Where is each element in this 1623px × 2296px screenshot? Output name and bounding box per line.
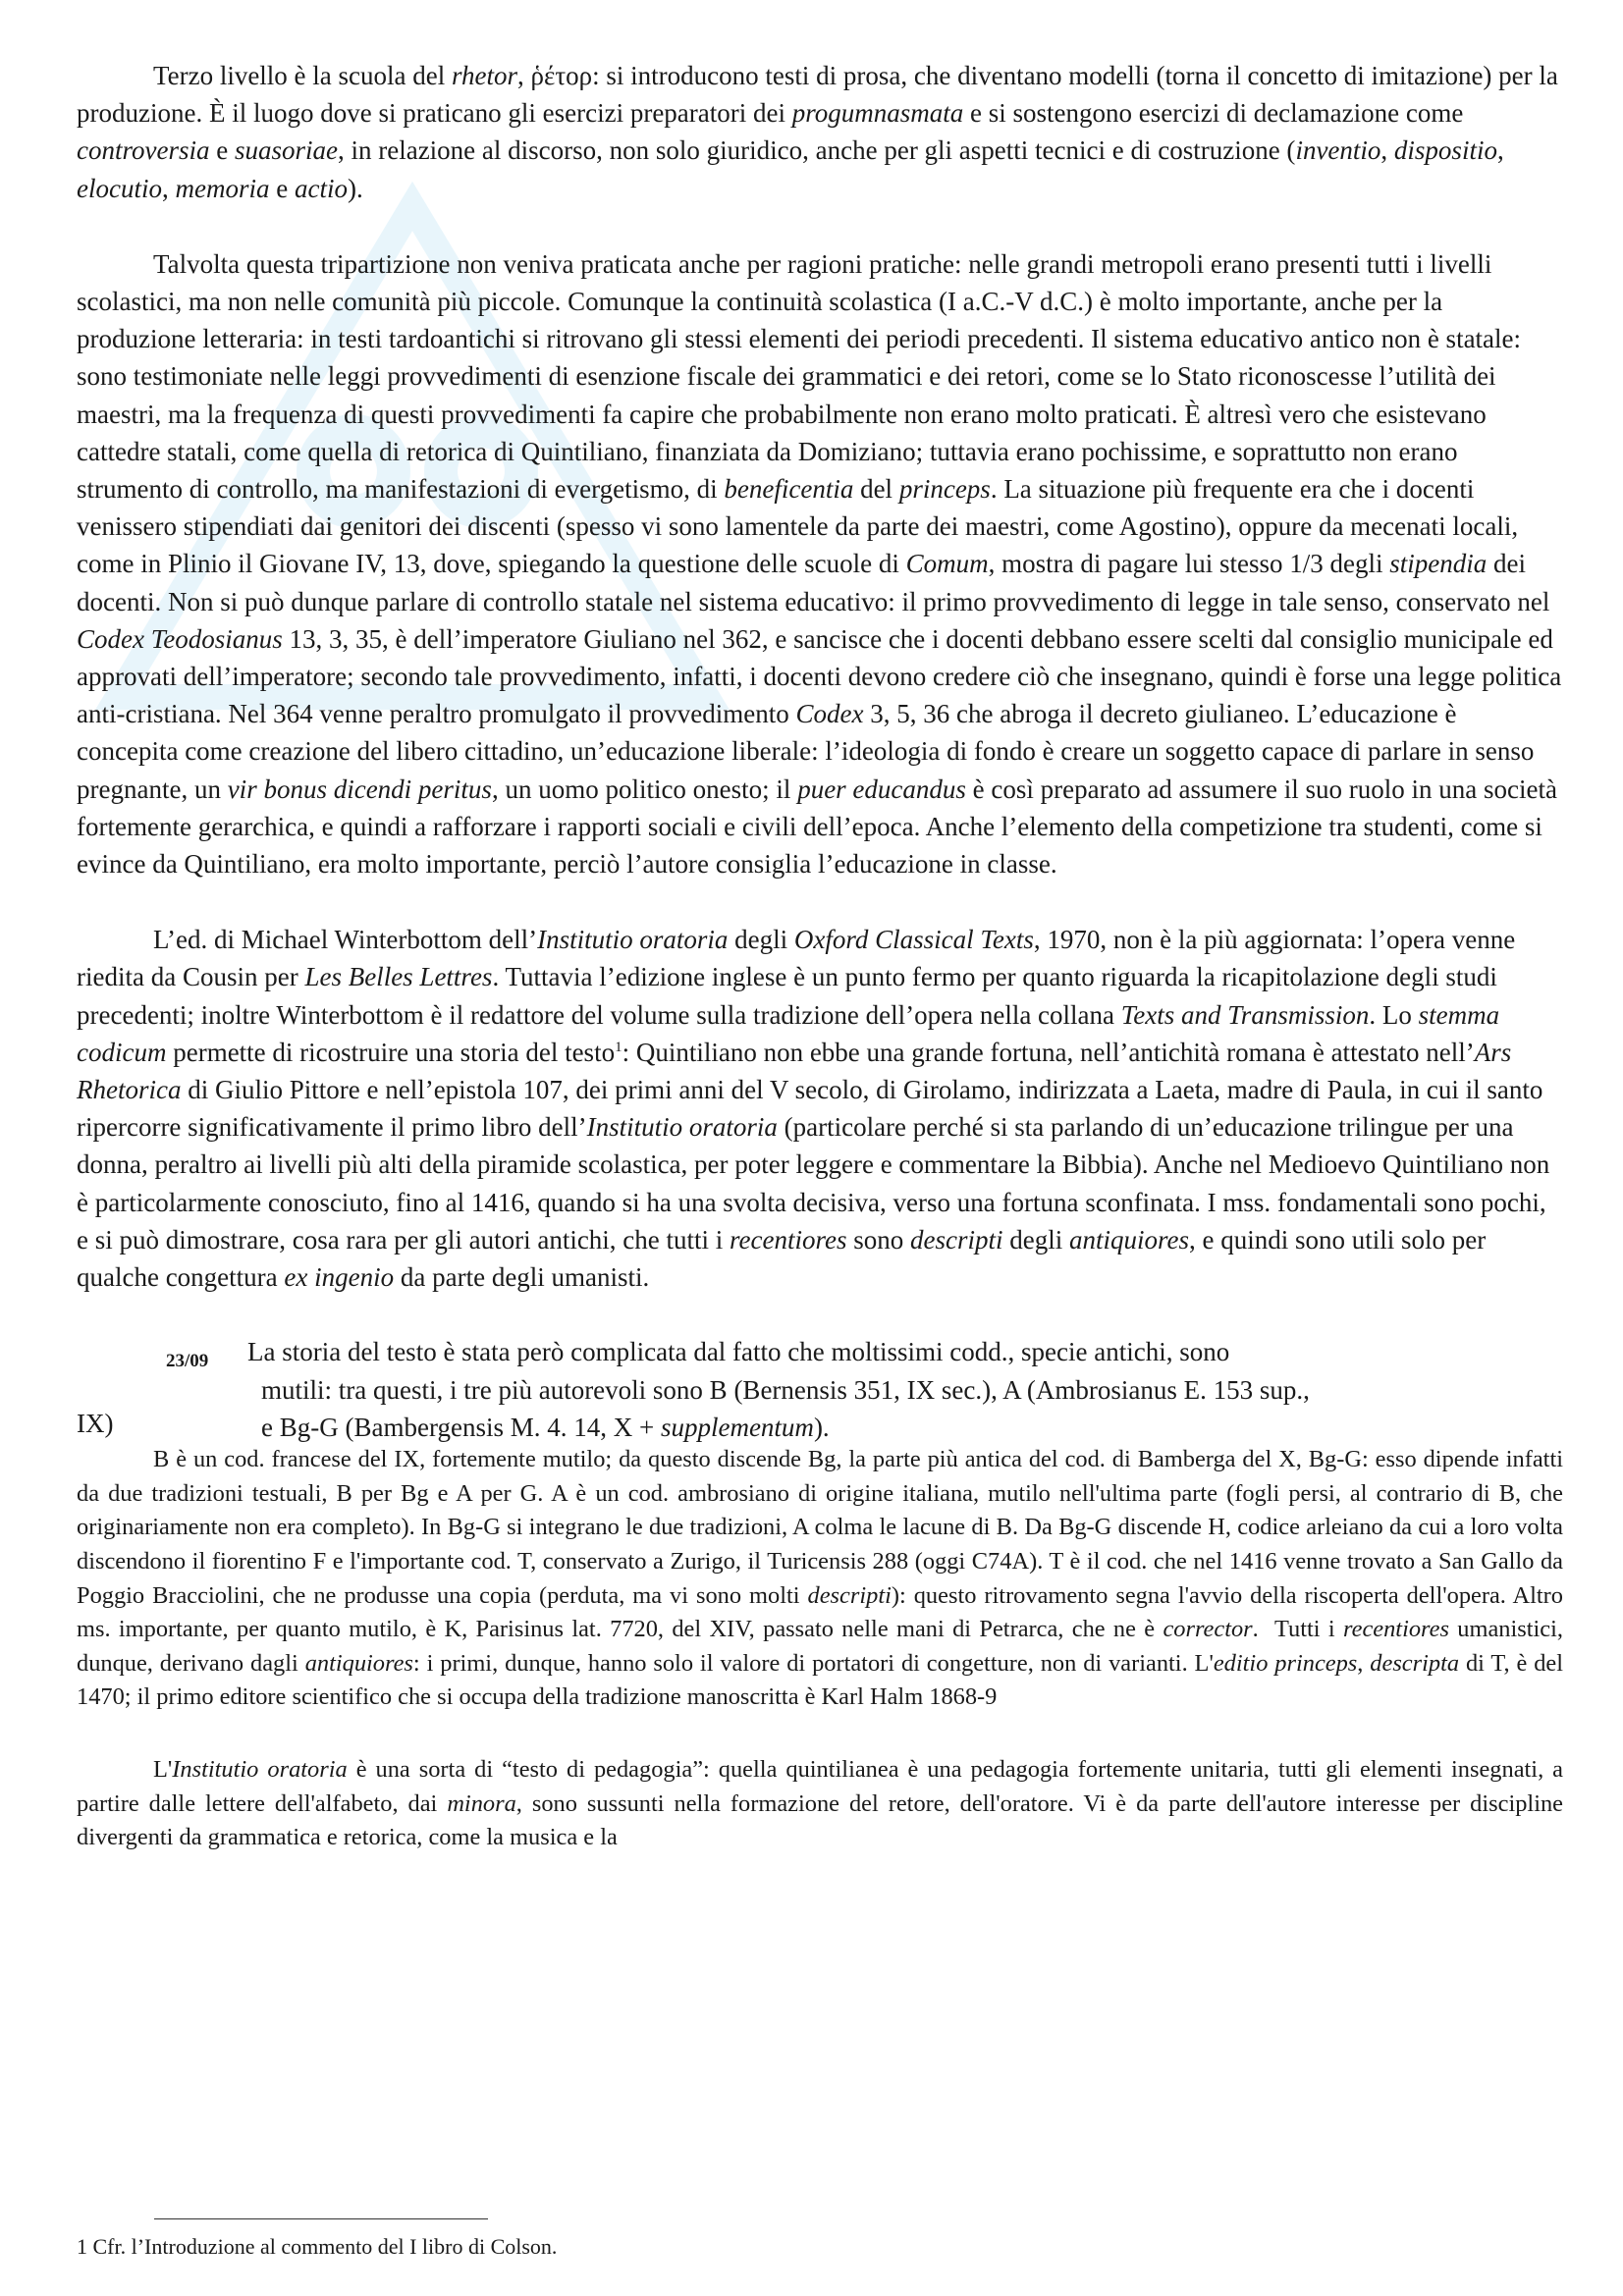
footnote-divider bbox=[154, 2218, 488, 2219]
manuscripts-line-3: e Bg-G (Bambergensis M. 4. 14, X + supplementum). bbox=[261, 1412, 830, 1442]
document-page bbox=[77, 57, 1563, 1855]
paragraph-rhetor-level: Terzo livello è la scuola del rhetor, ῥέτορ: si introducono testi di prosa, che diventano modelli (torna il concetto di imitazione) per la produzione. È il luogo dove si praticano gli esercizi preparatori dei progumnasmata e si sostengono esercizi di declamazione come controversia e suasoriae, in relazione al discorso, non solo giuridico, anche per gli aspetti tecnici e di costruzione (inventio, dispositio, elocutio, memoria e actio). bbox=[77, 61, 1558, 203]
paragraph-pedagogy: L'Institutio oratoria è una sorta di “testo di pedagogia”: quella quintilianea è una pedagogia fortemente unitaria, tutti gli elementi insegnati, a partire dalle lettere dell'alfabeto, dai minora, sono sussunti nella formazione del retore, dell'oratore. Vi è da parte dell'autore interesse per discipline divergenti da grammatica e retorica, come la musica e la bbox=[77, 1756, 1563, 1851]
footnote-text: 1 Cfr. l’Introduzione al commento del I libro di Colson. bbox=[77, 2234, 558, 2259]
margin-note-block bbox=[77, 1333, 1563, 1443]
paragraph-codices-history: B è un cod. francese del IX, fortemente mutilo; da questo discende Bg, la parte più antica del cod. di Bamberga del X, Bg-G: esso dipende infatti da due tradizioni testuali, B per Bg e A per G. A è un cod. ambrosiano di origine italiana, mutilo nell'ultima parte (fogli persi, al contrario di B, che originariamente non era completo). In Bg-G si integrano le due tradizioni, A colma le lacune di B. Da Bg-G discende H, codice arleiano da cui a loro volta discendono il fiorentino F e l'importante cod. T, conservato a Zurigo, il Turicensis 288 (oggi C74A). T è il cod. che nel 1416 venne trovato a San Gallo da Poggio Bracciolini, che ne produsse una copia (perduta, ma vi sono molti descripti): questo ritrovamento segna l'avvio della riscoperta dell'opera. Altro ms. importante, per quanto mutilo, è K, Parisinus lat. 7720, del XIV, passato nelle mani di Petrarca, che ne è corrector. Tutti i recentiores umanistici, dunque, derivano dagli antiquiores: i primi, dunque, hanno solo il valore di portatori di congetture, non di varianti. L'editio princeps, descripta di T, è del 1470; il primo editore scientifico che si occupa della tradizione manoscritta è Karl Halm 1868-9 bbox=[77, 1446, 1564, 1711]
manuscripts-line-2: mutili: tra questi, i tre più autorevoli sono B (Bernensis 351, IX sec.), A (Ambrosianus E. 153 sup., bbox=[261, 1374, 1310, 1405]
margin-ix-fragment: IX) bbox=[77, 1409, 114, 1439]
manuscripts-line-1: La storia del testo è stata però complicata dal fatto che moltissimi codd., specie antichi, sono bbox=[247, 1337, 1230, 1367]
paragraph-manuscripts-intro bbox=[247, 1333, 1563, 1446]
paragraph-educational-system: Talvolta questa tripartizione non veniva praticata anche per ragioni pratiche: nelle grandi metropoli erano presenti tutti i livelli scolastici, ma non nelle comunità più piccole. Comunque la continuità scolastica (I a.C.-V d.C.) è molto importante, anche per la produzione letteraria: in testi tardoantichi si ritrovano gli stessi elementi dei periodi precedenti. Il sistema educativo antico non è statale: sono testimoniate nelle leggi provvedimenti di esenzione fiscale dei grammatici e dei retori, come se lo Stato riconoscesse l’utilità dei maestri, ma la frequenza di questi provvedimenti fa capire che probabilmente non erano molto praticati. È altresì vero che esistevano cattedre statali, come quella di retorica di Quintiliano, finanziata da Domiziano; tuttavia erano pochissime, e soprattutto non erano strumento di controllo, ma manifestazioni di evergetismo, di beneficentia del princeps. La situazione più frequente era che i docenti venissero stipendiati dai genitori dei discenti (spesso vi sono lamentele da parte dei maestri, come Agostino), oppure da mecenati locali, come in Plinio il Giovane IV, 13, dove, spiegando la questione delle scuole di Comum, mostra di pagare lui stesso 1/3 degli stipendia dei docenti. Non si può dunque parlare di controllo statale nel sistema educativo: il primo provvedimento di legge in tale senso, conservato nel Codex Teodosianus 13, 3, 35, è dell’imperatore Giuliano nel 362, e sancisce che i docenti debbano essere scelti dal consiglio municipale ed approvati dell’imperatore; secondo tale provvedimento, infatti, i docenti devono credere ciò che insegnano, quindi è forse una legge politica anti-cristiana. Nel 364 venne peraltro promulgato il provvedimento Codex 3, 5, 36 che abroga il decreto giulianeo. L’educazione è concepita come creazione del libero cittadino, un’educazione liberale: l’ideologia di fondo è creare un soggetto capace di parlare in senso pregnante, un vir bonus dicendi peritus, un uomo politico onesto; il puer educandus è così preparato ad assumere il suo ruolo in una società fortemente gerarchica, e quindi a rafforzare i rapporti sociali e civili dell’epoca. Anche l’elemento della competizione tra studenti, come si evince da Quintiliano, era molto importante, perciò l’autore consiglia l’educazione in classe. bbox=[77, 248, 1562, 880]
footnote-ref[interactable]: 1 bbox=[615, 1039, 622, 1055]
margin-date: 23/09 bbox=[166, 1351, 209, 1372]
paragraph-winterbottom-edition: L’ed. di Michael Winterbottom dell’Institutio oratoria degli Oxford Classical Texts, 1970, non è la più aggiornata: l’opera venne riedita da Cousin per Les Belles Lettres. Tuttavia l’edizione inglese è un punto fermo per quanto riguarda la ricapitolazione degli studi precedenti; inoltre Winterbottom è il redattore del volume sulla tradizione dell’opera nella collana Texts and Transmission. Lo stemma codicum permette di ricostruire una storia del testo$^1$: Quintiliano non ebbe una grande fortuna, nell’antichità romana è attestato nell’Ars Rhetorica di Giulio Pittore e nell’epistola 107, dei primi anni del V secolo, di Girolamo, indirizzata a Laeta, madre di Paula, in cui il santo ripercorre significativamente il primo libro dell’Institutio oratoria (particolare perché si sta parlando di un’educazione trilingue per una donna, peraltro ai livelli più alti della piramide scolastica, per poter leggere e commentare la Bibbia). Anche nel Medioevo Quintiliano non è particolarmente conosciuto, fino al 1416, quando si ha una svolta decisiva, verso una fortuna sconfinata. I mss. fondamentali sono pochi, e si può dimostrare, cosa rara per gli autori antichi, che tutti i recentiores sono descripti degli antiquiores, e quindi sono utili solo per qualche congettura ex ingenio da parte degli umanisti. bbox=[77, 925, 1550, 1293]
